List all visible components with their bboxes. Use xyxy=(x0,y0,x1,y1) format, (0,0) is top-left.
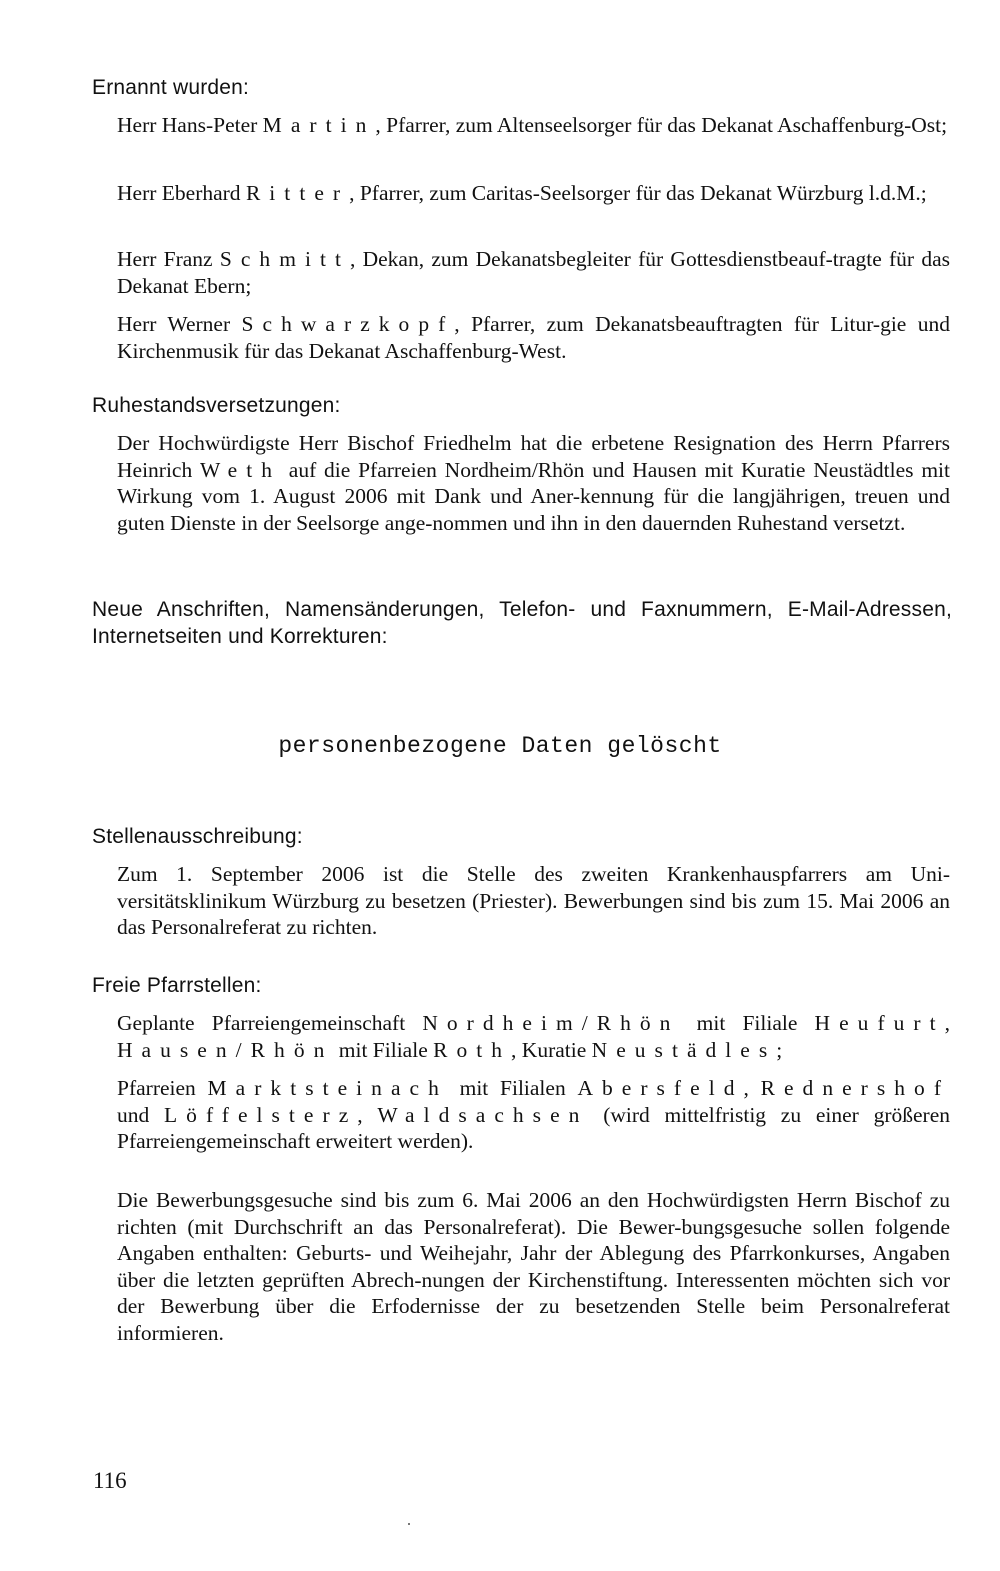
appointment-item: Herr Hans-Peter Martin, Pfarrer, zum Altenseelsorger für das Dekanat Aschaffenburg-Ost; xyxy=(117,113,948,137)
place-name: Heufurt xyxy=(814,1011,945,1035)
appointment-item: Herr Werner Schwarzkopf, Pfarrer, zum Dekanatsbeauftragten für Litur-gie und Kirchenmusik für das Dekanat Aschaffenburg-West. xyxy=(117,312,950,363)
person-name: Schwarzkopf xyxy=(241,312,455,336)
person-name: Weth xyxy=(200,457,281,482)
section-heading-ernannt: Ernannt wurden: xyxy=(92,76,250,99)
scan-speck xyxy=(408,1523,410,1525)
section-heading-freie: Freie Pfarrstellen: xyxy=(92,974,262,997)
section-heading-anschriften: Neue Anschriften, Namensänderungen, Telefon- und Faxnummern, E-Mail-Adressen, Internetseiten und Korrekturen: xyxy=(92,598,952,648)
retirement-paragraph: Der Hochwürdigste Herr Bischof Friedhelm hat die erbetene Resignation des Herrn Pfarrers Heinrich Weth auf die Pfarreien Nordheim/Rhön und Hausen mit Kuratie Neustädtles mit Wirkung vom 1. August 2006 mit Dank und Aner-kennung für die langjährigen, treuen und guten Dienste in der Seelsorge ange-nommen und ihn in den dauernden Ruhestand versetzt. xyxy=(117,431,951,535)
place-name: Hausen/Rhön xyxy=(117,1037,334,1062)
parish-item: Pfarreien Marktsteinach mit Filialen Abersfeld, Rednershof und Löffelsterz, Waldsachsen (wird mittelfristig zu einer größeren Pfarreiengemeinschaft erweitert werden). xyxy=(117,1076,951,1153)
section-heading-ruhestand: Ruhestandsversetzungen: xyxy=(92,394,341,417)
place-name: Löffelsterz xyxy=(164,1102,358,1127)
parish-item: Geplante Pfarreiengemeinschaft Nordheim/Rhön mit Filiale Heufurt, Hausen/Rhön mit Filiale Roth, Kuratie Neustädles; xyxy=(117,1011,950,1062)
person-name: Martin xyxy=(262,113,376,137)
place-name: Rednershof xyxy=(760,1076,951,1100)
appointment-item: Herr Eberhard Ritter, Pfarrer, zum Caritas-Seelsorger für das Dekanat Würzburg l.d.M.; xyxy=(117,181,927,205)
appointment-item: Herr Franz Schmitt, Dekan, zum Dekanatsbegleiter für Gottesdienstbeauf-tragte für das Dekanat Ebern; xyxy=(117,247,950,298)
person-name: Ritter xyxy=(245,181,350,205)
application-paragraph: Die Bewerbungsgesuche sind bis zum 6. Mai 2006 an den Hochwürdigsten Herrn Bischof zu richten (mit Durchschrift an das Personalreferat). Die Bewer-bungsgesuche sollen folgende Angaben enthalten: Geburts- und Weihejahr, Jahr der Ablegung des Pfarrkonkurses, Angaben über die letzten geprüften Abrech-nungen der Kirchenstiftung. Interessenten möchten sich vor der Bewerbung über die Erfodernisse der zu besetzenden Stelle beim Personalreferat informieren. xyxy=(117,1188,950,1345)
place-name: Roth xyxy=(433,1037,512,1062)
place-name: Nordheim/Rhön xyxy=(422,1011,680,1035)
section-heading-stellen: Stellenausschreibung: xyxy=(92,825,303,848)
redacted-note: personenbezogene Daten gelöscht xyxy=(278,733,722,759)
job-posting-paragraph: Zum 1. September 2006 ist die Stelle des zweiten Krankenhauspfarrers am Uni-versitätsklinikum Würzburg zu besetzen (Priester). Bewerbungen sind bis zum 15. Mai 2006 an das Personalreferat zu richten. xyxy=(117,862,950,939)
page-number: 116 xyxy=(93,1468,127,1493)
person-name: Schmitt xyxy=(219,247,350,271)
place-name: Marktsteinach xyxy=(207,1076,448,1100)
place-name: Waldsachsen xyxy=(377,1102,589,1127)
place-name: Abersfeld xyxy=(577,1076,744,1100)
place-name: Neustädles xyxy=(591,1037,777,1062)
